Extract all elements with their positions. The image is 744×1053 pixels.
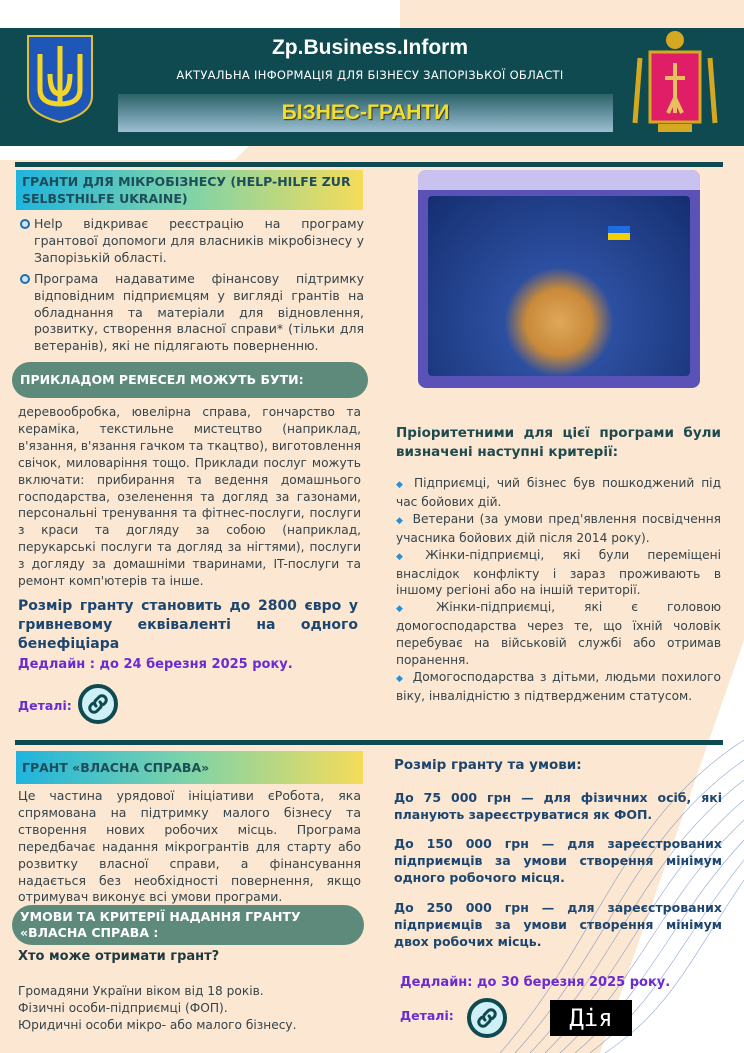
deadline-1: Дедлайн : до 24 березня 2025 року.	[18, 657, 293, 672]
own-business-text: Це частина урядової ініціативи єРобота, яка спрямована на підтримку малого бізнесу та створення нових робочих місць. Програма передбачає надання мікрогрантів для старту або розвитку власної справи, а фінансування надається без необхідності повернення, якщо отримувач виконує всі умови програми.	[18, 788, 361, 905]
diamond-bullet-icon: ◆	[396, 515, 405, 526]
crafts-text: деревообробка, ювелірна справа, гончарство та кераміка, текстильне мистецтво (наприклад, в'язання, в'язання гачком та ткацтво), виготовлення свічок, миловаріння тощо. Приклади послуг можуть включати: прибирання та ведення домашнього господарства, озеленення та догляд за газонами, персональні тренування та фітнес-послуги, послуги з краси та догляду за собою (наприклад, перукарські послуги та догляд за нігтями), послуги з догляду за домашніми тваринами, IT-послуги та ремонт комп'ютерів та інше.	[18, 405, 361, 589]
section-heading-microbusiness: ГРАНТИ ДЛЯ МІКРОБІЗНЕСУ (HELP-HILFE ZUR SELBSTHILFE UKRAINE)	[16, 170, 363, 210]
details-link-1[interactable]	[78, 684, 118, 724]
illustration-top-bar	[418, 170, 700, 190]
subtitle: АКТУАЛЬНА ІНФОРМАЦІЯ ДЛЯ БІЗНЕСУ ЗАПОРІЗЬКОЇ ОБЛАСТІ	[176, 68, 564, 82]
diamond-bullet-icon: ◆	[396, 551, 418, 562]
list-item: ◆ Домогосподарства з дітьми, людьми похилого віку, інвалідністю з підтвердженим статусом.	[396, 669, 721, 703]
crafts-heading: ПРИКЛАДОМ РЕМЕСЕЛ МОЖУТЬ БУТИ:	[12, 362, 368, 398]
banner-title: БІЗНЕС-ГРАНТИ	[118, 94, 613, 132]
link-icon	[86, 692, 110, 716]
illustration-image	[428, 196, 690, 376]
bullet-icon	[20, 274, 30, 284]
details-label-2: Деталі:	[400, 1008, 454, 1023]
diamond-bullet-icon: ◆	[396, 480, 406, 490]
diamond-bullet-icon: ◆	[396, 673, 405, 684]
list-item: ◆ Підприємці, чий бізнес був пошкоджений під час бойових дій.	[396, 476, 721, 509]
site-title: Zp.Business.Inform	[271, 36, 469, 59]
list-item: ◆ Ветерани (за умови пред'явлення посвідчення учасника бойових дій після 2014 року).	[396, 511, 722, 545]
list-item: Юридичні особи мікро- або малого бізнесу.	[18, 1017, 297, 1032]
bullet-icon	[20, 219, 30, 229]
flag-pin-icon	[608, 226, 630, 240]
deadline-2: Дедлайн: до 30 березня 2025 року.	[400, 975, 671, 990]
who-list	[18, 983, 363, 1034]
intro-bullets	[20, 216, 364, 359]
details-link-2[interactable]	[467, 998, 507, 1038]
size-item: До 75 000 грн — для фізичних осіб, які планують зареєструватися як ФОП.	[394, 790, 722, 822]
grant-size: Розмір гранту становить до 2800 євро у гривневому еквіваленті на одного бенефіціара	[18, 598, 358, 652]
illustration-frame	[418, 170, 700, 388]
trident-emblem-icon	[26, 34, 94, 124]
size-item: До 150 000 грн — для зареєстрованих підприємців за умови створення мінімум одного робочого місця.	[394, 836, 722, 885]
conditions-heading: УМОВИ ТА КРИТЕРІЇ НАДАННЯ ГРАНТУ «ВЛАСНА СПРАВА :	[12, 905, 364, 945]
diia-link-button[interactable]	[550, 1000, 632, 1036]
criteria-heading: Пріоритетними для цієї програми були визначені наступні критерії:	[396, 425, 721, 460]
size-item: До 250 000 грн — для зареєстрованих підприємців за умови створення мінімум двох робочих місць.	[394, 900, 722, 949]
who-heading: Хто може отримати грант?	[18, 949, 220, 964]
diia-logo: Дія	[569, 1004, 613, 1032]
zaporizhzhia-emblem-icon	[630, 28, 720, 143]
link-icon	[475, 1006, 499, 1030]
section-divider	[15, 162, 723, 167]
list-item: ◆ Жінки-підприємці, які були переміщені внаслідок конфлікту і зараз проживають в іншому регіоні або на іншій території.	[396, 547, 721, 598]
diamond-bullet-icon: ◆	[396, 604, 429, 615]
list-item: Help відкриває реєстрацію на програму грантової допомоги для власників мікробізнесу у Запорізькій області.	[20, 216, 364, 267]
criteria-list	[396, 475, 721, 705]
list-item: Громадяни України віком від 18 років.	[18, 984, 264, 998]
header	[0, 28, 744, 146]
list-item: ◆ Жінки-підприємці, які є головою домогосподарства через те, що їхній чоловік перебуває на військовій службі або отримав поранення.	[396, 600, 721, 668]
size-heading: Розмір гранту та умови:	[394, 757, 582, 773]
list-item: Програма надаватиме фінансову підтримку відповідним підприємцям у вигляді грантів на обладнання та матеріали для відновлення, розвитку, створення власної справи* (тільки для ветеранів), які не підлягають поверненню.	[20, 271, 364, 356]
section-heading-own-business: ГРАНТ «ВЛАСНА СПРАВА»	[16, 751, 363, 784]
list-item: Фізичні особи-підприємці (ФОП).	[18, 1000, 228, 1015]
details-label-1: Деталі:	[18, 698, 72, 713]
